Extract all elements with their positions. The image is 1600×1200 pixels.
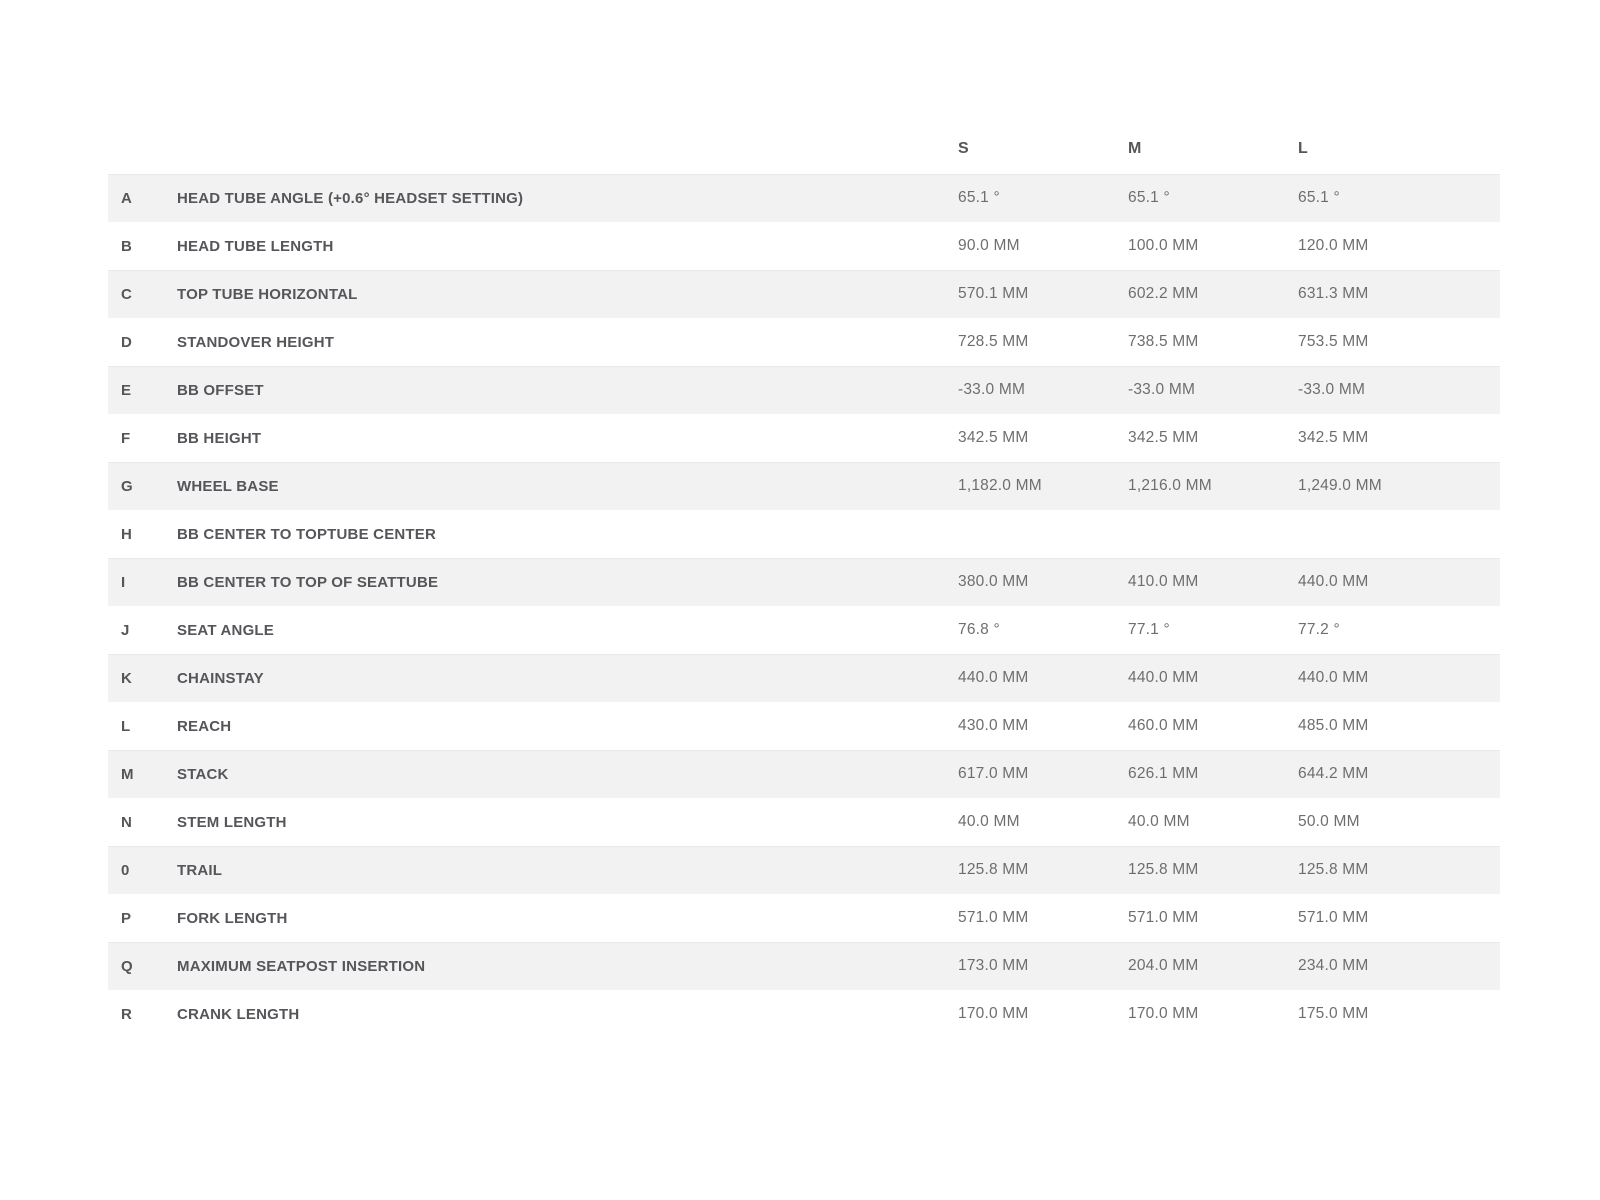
row-value-s: 570.1 MM <box>958 285 1029 302</box>
table-row <box>108 654 1500 702</box>
row-value-s: 728.5 MM <box>958 333 1029 350</box>
row-value-l: 753.5 MM <box>1298 333 1369 350</box>
row-value-m: 571.0 MM <box>1128 909 1199 926</box>
row-letter: F <box>121 429 131 447</box>
row-value-s: 1,182.0 MM <box>958 477 1042 494</box>
table-row <box>108 510 1500 558</box>
table-row <box>108 462 1500 510</box>
row-value-s: -33.0 MM <box>958 381 1026 398</box>
row-letter: 0 <box>121 861 130 879</box>
table-row <box>108 318 1500 366</box>
row-value-l: 440.0 MM <box>1298 669 1369 686</box>
row-value-l: 125.8 MM <box>1298 861 1369 878</box>
geometry-table-body <box>108 174 1500 1038</box>
row-value-l: 485.0 MM <box>1298 717 1369 734</box>
row-letter: P <box>121 909 132 927</box>
row-value-l: 440.0 MM <box>1298 573 1369 590</box>
row-letter: A <box>121 189 133 207</box>
row-value-s: 380.0 MM <box>958 573 1029 590</box>
row-value-m: 204.0 MM <box>1128 957 1199 974</box>
table-row <box>108 606 1500 654</box>
row-letter: H <box>121 525 133 543</box>
row-value-l: 234.0 MM <box>1298 957 1369 974</box>
row-value-s: 90.0 MM <box>958 237 1020 254</box>
row-value-l: 50.0 MM <box>1298 813 1360 830</box>
row-label: CHAINSTAY <box>177 669 264 687</box>
row-letter: D <box>121 333 133 351</box>
table-row <box>108 894 1500 942</box>
row-value-l: 175.0 MM <box>1298 1005 1369 1022</box>
row-value-s: 617.0 MM <box>958 765 1029 782</box>
row-label: HEAD TUBE LENGTH <box>177 237 334 255</box>
table-row <box>108 366 1500 414</box>
table-row <box>108 558 1500 606</box>
row-value-s: 40.0 MM <box>958 813 1020 830</box>
row-label: CRANK LENGTH <box>177 1005 300 1023</box>
row-label: SEAT ANGLE <box>177 621 275 639</box>
row-label: BB CENTER TO TOPTUBE CENTER <box>177 525 437 543</box>
row-letter: M <box>121 765 134 783</box>
table-row <box>108 942 1500 990</box>
row-label: STACK <box>177 765 229 783</box>
table-row <box>108 270 1500 318</box>
row-label: BB HEIGHT <box>177 429 262 447</box>
row-value-m: 1,216.0 MM <box>1128 477 1212 494</box>
row-value-m: 170.0 MM <box>1128 1005 1199 1022</box>
row-value-s: 76.8 ° <box>958 621 1000 638</box>
row-letter: G <box>121 477 133 495</box>
row-value-m: 100.0 MM <box>1128 237 1199 254</box>
row-value-l: 342.5 MM <box>1298 429 1369 446</box>
row-label: BB OFFSET <box>177 381 264 399</box>
row-label: REACH <box>177 717 232 735</box>
size-header-l: L <box>1298 140 1308 157</box>
row-value-l: 1,249.0 MM <box>1298 477 1382 494</box>
row-label: TOP TUBE HORIZONTAL <box>177 285 358 303</box>
table-row <box>108 750 1500 798</box>
row-value-l: 120.0 MM <box>1298 237 1369 254</box>
row-value-l: 644.2 MM <box>1298 765 1369 782</box>
row-value-s: 125.8 MM <box>958 861 1029 878</box>
row-value-m: 65.1 ° <box>1128 189 1170 206</box>
row-value-l: 77.2 ° <box>1298 621 1340 638</box>
table-row <box>108 846 1500 894</box>
row-value-l: 65.1 ° <box>1298 189 1340 206</box>
size-header-s: S <box>958 140 969 157</box>
row-value-m: 738.5 MM <box>1128 333 1199 350</box>
row-value-s: 342.5 MM <box>958 429 1029 446</box>
table-row <box>108 990 1500 1038</box>
row-letter: I <box>121 573 126 591</box>
row-label: HEAD TUBE ANGLE (+0.6° HEADSET SETTING) <box>177 189 524 207</box>
geometry-table-header <box>108 124 1500 174</box>
table-row <box>108 702 1500 750</box>
row-value-m: -33.0 MM <box>1128 381 1196 398</box>
row-value-m: 40.0 MM <box>1128 813 1190 830</box>
row-label: STEM LENGTH <box>177 813 287 831</box>
row-label: FORK LENGTH <box>177 909 288 927</box>
row-label: STANDOVER HEIGHT <box>177 333 335 351</box>
row-letter: B <box>121 237 133 255</box>
row-value-l: 631.3 MM <box>1298 285 1369 302</box>
row-letter: J <box>121 621 130 639</box>
row-value-s: 430.0 MM <box>958 717 1029 734</box>
row-letter: E <box>121 381 132 399</box>
table-row <box>108 174 1500 222</box>
geometry-table <box>108 124 1500 1038</box>
table-row <box>108 222 1500 270</box>
row-value-s: 170.0 MM <box>958 1005 1029 1022</box>
row-value-m: 626.1 MM <box>1128 765 1199 782</box>
row-value-m: 342.5 MM <box>1128 429 1199 446</box>
row-value-s: 440.0 MM <box>958 669 1029 686</box>
row-value-m: 602.2 MM <box>1128 285 1199 302</box>
row-label: WHEEL BASE <box>177 477 279 495</box>
row-value-m: 125.8 MM <box>1128 861 1199 878</box>
row-value-s: 173.0 MM <box>958 957 1029 974</box>
row-value-m: 440.0 MM <box>1128 669 1199 686</box>
row-value-l: 571.0 MM <box>1298 909 1369 926</box>
row-value-s: 571.0 MM <box>958 909 1029 926</box>
row-letter: Q <box>121 957 133 975</box>
size-header-m: M <box>1128 140 1142 157</box>
row-letter: L <box>121 717 131 735</box>
row-value-l: -33.0 MM <box>1298 381 1366 398</box>
table-row <box>108 798 1500 846</box>
row-letter: R <box>121 1005 133 1023</box>
row-value-s: 65.1 ° <box>958 189 1000 206</box>
row-letter: N <box>121 813 133 831</box>
table-row <box>108 414 1500 462</box>
row-value-m: 410.0 MM <box>1128 573 1199 590</box>
row-letter: K <box>121 669 133 687</box>
row-letter: C <box>121 285 133 303</box>
row-value-m: 460.0 MM <box>1128 717 1199 734</box>
row-label: BB CENTER TO TOP OF SEATTUBE <box>177 573 439 591</box>
row-value-m: 77.1 ° <box>1128 621 1170 638</box>
row-label: TRAIL <box>177 861 223 879</box>
row-label: MAXIMUM SEATPOST INSERTION <box>177 957 426 975</box>
